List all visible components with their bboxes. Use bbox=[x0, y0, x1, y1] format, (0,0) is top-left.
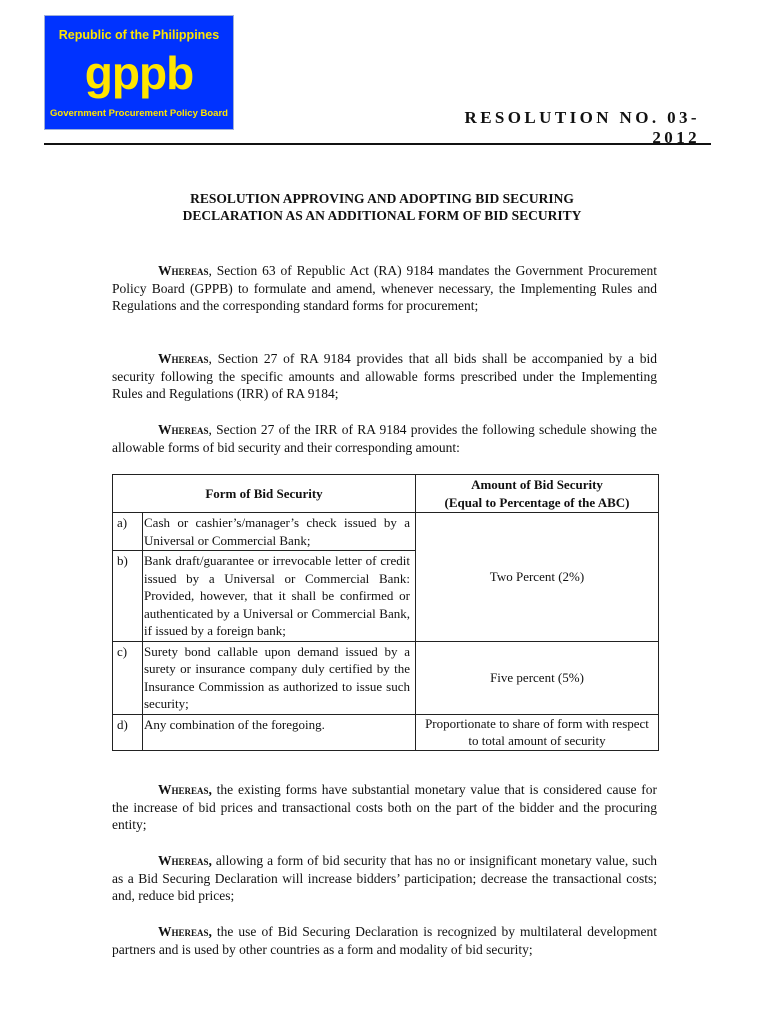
paragraph-text: , Section 63 of Republic Act (RA) 9184 mandates the Government Procurement Policy Board (GPPB) to formulate and amend, whenever necessary, the Implementing Rules and Regulations and the corresponding standard forms for procurement; bbox=[112, 263, 657, 313]
row-marker: b) bbox=[113, 551, 143, 642]
resolution-number: RESOLUTION NO. 03-2012 bbox=[464, 108, 700, 147]
table-row bbox=[113, 641, 659, 714]
paragraph-text: , Section 27 of the IRR of RA 9184 provides the following schedule showing the allowable forms of bid security and their corresponding amount: bbox=[112, 422, 657, 455]
whereas-paragraph-4 bbox=[112, 781, 657, 834]
logo-mark: gppb bbox=[84, 47, 194, 99]
logo-bottom-text: Government Procurement Policy Board bbox=[50, 108, 228, 119]
whereas-paragraph-5 bbox=[112, 852, 657, 905]
paragraph-text: the use of Bid Securing Declaration is recognized by multilateral development partners and is used by other countries as a form and modality of bid security; bbox=[112, 924, 657, 957]
whereas-lead: Whereas bbox=[158, 422, 209, 437]
paragraph-text: the existing forms have substantial monetary value that is considered cause for the increase of bid prices and transactional costs both on the part of the bidder and the procuring entity; bbox=[112, 782, 657, 832]
title-line-1: RESOLUTION APPROVING AND ADOPTING BID SECURING bbox=[190, 191, 574, 206]
gppb-logo bbox=[44, 15, 234, 130]
amount-five-percent: Five percent (5%) bbox=[416, 641, 659, 714]
title-line-2: DECLARATION AS AN ADDITIONAL FORM OF BID SECURITY bbox=[182, 208, 582, 223]
paragraph-text: , Section 27 of RA 9184 provides that all bids shall be accompanied by a bid security following the specific amounts and allowable forms prescribed under the Implementing Rules and Regulations (IRR) of RA 9184; bbox=[112, 351, 657, 401]
whereas-lead: Whereas bbox=[158, 351, 209, 366]
row-text: Bank draft/guarantee or irrevocable letter of credit issued by a Universal or Commercial Bank: Provided, however, that it shall be confirmed or authenticated by a Universal or Commercial Bank, if issued by a foreign bank; bbox=[143, 551, 416, 642]
whereas-lead: Whereas, bbox=[158, 924, 212, 939]
whereas-paragraph-1 bbox=[112, 262, 657, 315]
row-text: Surety bond callable upon demand issued by a surety or insurance company duly certified by the Insurance Commission as authorized to issue such security; bbox=[143, 641, 416, 714]
document-title bbox=[112, 190, 652, 224]
whereas-lead: Whereas bbox=[158, 263, 209, 278]
bid-security-table bbox=[112, 474, 659, 751]
header-form: Form of Bid Security bbox=[113, 475, 416, 513]
row-text: Cash or cashier’s/manager’s check issued by a Universal or Commercial Bank; bbox=[143, 513, 416, 551]
table-row bbox=[113, 714, 659, 750]
table-header-row bbox=[113, 475, 659, 513]
whereas-paragraph-2 bbox=[112, 350, 657, 403]
row-marker: c) bbox=[113, 641, 143, 714]
header-amount-line-2: (Equal to Percentage of the ABC) bbox=[444, 494, 630, 510]
header-rule bbox=[44, 143, 711, 145]
amount-proportionate: Proportionate to share of form with respect to total amount of security bbox=[416, 714, 659, 750]
row-marker: d) bbox=[113, 714, 143, 750]
row-text: Any combination of the foregoing. bbox=[143, 714, 416, 750]
paragraph-text: allowing a form of bid security that has no or insignificant monetary value, such as a Bid Securing Declaration will increase bidders’ participation; decrease the transactional costs; and, reduce bid prices; bbox=[112, 853, 657, 903]
logo-top-text: Republic of the Philippines bbox=[58, 28, 220, 42]
whereas-lead: Whereas, bbox=[158, 853, 212, 868]
row-marker: a) bbox=[113, 513, 143, 551]
whereas-paragraph-3 bbox=[112, 421, 657, 456]
whereas-paragraph-6 bbox=[112, 923, 657, 958]
amount-two-percent: Two Percent (2%) bbox=[416, 513, 659, 642]
header-amount-line-1: Amount of Bid Security bbox=[471, 477, 603, 492]
whereas-lead: Whereas, bbox=[158, 782, 212, 797]
header-amount bbox=[416, 475, 659, 513]
table-row bbox=[113, 513, 659, 551]
